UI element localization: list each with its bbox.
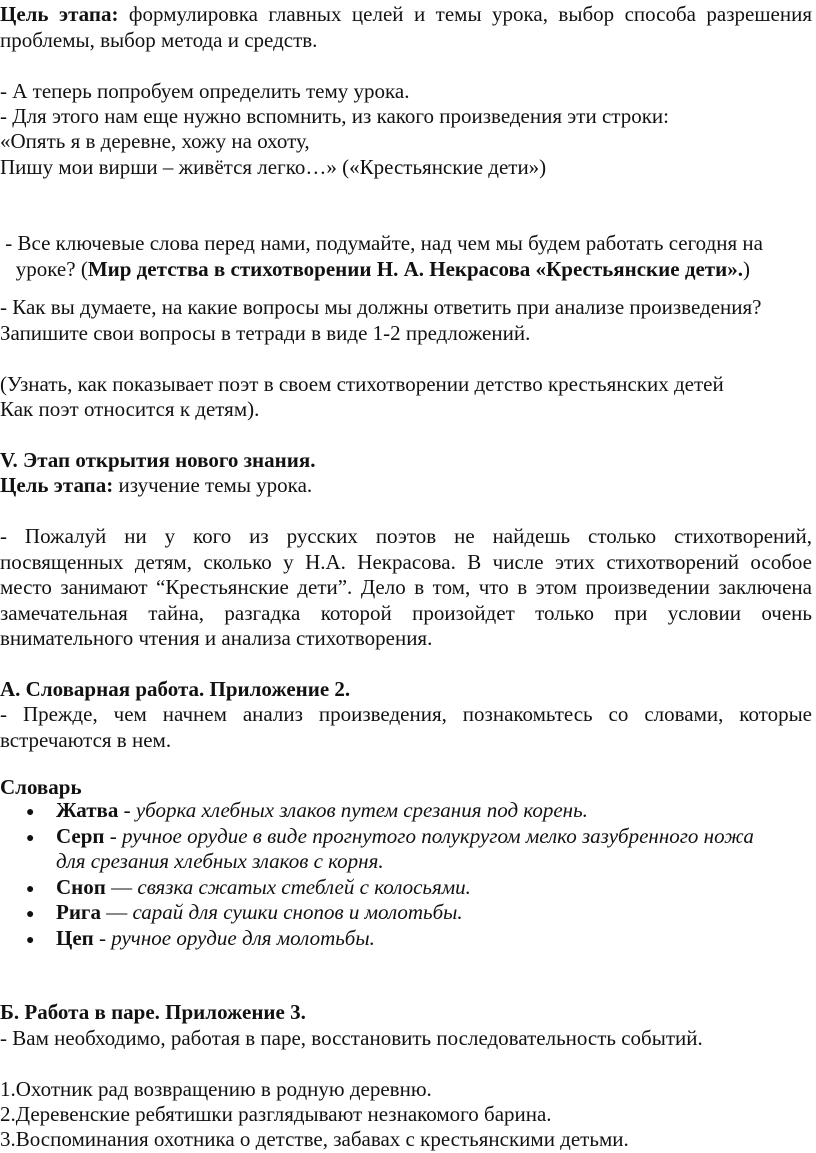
bullet-icon: ● (26, 882, 35, 897)
list-item: 2.Деревенские ребятишки разглядывают незнакомого барина. (0, 1102, 552, 1126)
pair-work-line-1: - Вам необходимо, работая в паре, восстановить последовательность событий. (0, 1026, 703, 1050)
list-item: 1.Охотник рад возвращению в родную деревню. (0, 1077, 432, 1101)
stage-goal-line-1 (0, 2, 812, 28)
lesson-topic: Мир детства в стихотворении Н. А. Некрасова «Крестьянские дети». (87, 257, 743, 281)
bullet-icon: ● (26, 933, 35, 948)
questions-line-1: - Как вы думаете, на какие вопросы мы должны ответить при анализе произведения? (0, 295, 762, 319)
list-item: 3.Воспоминания охотника о детстве, забавах с крестьянскими детьми. (0, 1127, 629, 1151)
nekrasov-line-2: посвященных детям, сколько у Н.А. Некрасова. В числе этих стихотворений особое (0, 550, 812, 574)
term: Жатва (56, 798, 119, 822)
stage-goal-line-2: проблемы, выбор метода и средств. (0, 28, 318, 52)
stage5-heading: V. Этап открытия нового знания. (0, 448, 316, 472)
definition-continued: для срезания хлебных злаков с корня. (56, 849, 384, 873)
keywords-end: ) (742, 257, 750, 281)
definition: ручное орудие для молотьбы. (111, 926, 375, 950)
term: Рига (56, 900, 101, 924)
answer-line-2: Как поэт относится к детям). (0, 397, 260, 421)
vocab-work-line-1: - Прежде, чем начнем анализ произведения, познакомьтесь со словами, которые (0, 702, 812, 726)
definition: сарай для сушки снопов и молотьбы. (132, 900, 463, 924)
bullet-icon: ● (26, 907, 35, 922)
nekrasov-line-1: - Пожалуй ни у кого из русских поэтов не найдешь столько стихотворений, (0, 524, 812, 548)
intro-line-1: - А теперь попробуем определить тему урока. (0, 79, 410, 103)
pair-work-heading: Б. Работа в паре. Приложение 3. (0, 1000, 306, 1024)
dictionary-heading: Словарь (0, 775, 82, 799)
document-page: Цель этапа: формулировка главных целей и темы урока, выбор способа разрешения проблемы, выбор метода и средств. - А теперь попробуем определить тему урока. - Для этого нам еще нужно вспомнить, из какого произведения эти строки: «Опять я в деревне, хожу на охоту, Пишу мои вирши – живётся легко…» («Крестьянские дети») - Все ключевые слова перед нами, подумайте, над чем мы будем работать сегодня на уроке? (Мир детства в стихотворении Н. А. Некрасова «Крестьянские дети».) - Как вы думаете, на какие вопросы мы должны ответить при анализе произведения? Запишите свои вопросы в тетради в виде 1-2 предложений. (Узнать, как показывает поэт в своем стихотворении детство крестьянских детей Как поэт относится к детям). V. Этап открытия нового знания. Цель этапа: изучение темы урока. - Пожалуй ни у кого из русских поэтов не найдешь столько стихотворений, посвященных детям, сколько у Н.А. Некрасова. В числе этих стихотворений особое место занимают “Крестьянские дети”. Дело в том, что в этом произведении заключена замечательная тайна, разгадка которой произойдет только при условии очень внимательного чтения и анализа стихотворения. А. Словарная работа. Приложение 2. - Прежде, чем начнем анализ произведения, познакомьтесь со словами, которые встречаются в нем. Словарь ● Жатва - уборка хлебных злаков путем срезания под корень. ● Серп - ручное орудие в виде прогнутого полукругом мелко зазубренного ножа для срезания хлебных злаков с корня. ● Сноп — связка сжатых стеблей с колосьями. ● Рига — сарай для сушки снопов и молотьбы. ● Цеп - ручное орудие для молотьбы. Б. Работа в паре. Приложение 3. - Вам необходимо, работая в паре, восстановить последовательность событий. 1.Охотник рад возвращению в родную деревню. 2.Деревенские ребятишки разглядывают незнакомого барина. 3.Воспоминания охотника о детстве, забавах с крестьянскими детьми. (0, 2, 812, 1151)
intro-poem-line-2: Пишу мои вирши – живётся легко…» («Крестьянские дети») (0, 155, 547, 179)
term: Цеп (56, 926, 94, 950)
stage5-goal-text: изучение темы урока. (113, 473, 313, 497)
nekrasov-line-4: замечательная тайна, разгадка которой произойдет только при условии очень (0, 601, 812, 625)
keywords-line-1: - Все ключевые слова перед нами, подумайте, над чем мы будем работать сегодня на (0, 231, 763, 255)
bullet-icon: ● (26, 805, 35, 820)
stage-goal-text: формулировка главных целей и темы урока, выбор способа разрешения (128, 2, 812, 26)
definition: уборка хлебных злаков путем срезания под корень. (135, 798, 588, 822)
keywords-plain: уроке? ( (0, 257, 88, 281)
stage-goal-label: Цель этапа: (0, 2, 119, 26)
nekrasov-line-3: место занимают “Крестьянские дети”. Дело в том, что в этом произведении заключена (0, 575, 812, 599)
answer-line-1: (Узнать, как показывает поэт в своем стихотворении детство крестьянских детей (0, 372, 724, 396)
term: Серп (56, 824, 105, 848)
vocab-work-heading: А. Словарная работа. Приложение 2. (0, 677, 351, 701)
vocab-work-line-2: встречаются в нем. (0, 728, 172, 752)
intro-poem-line-1: «Опять я в деревне, хожу на охоту, (0, 129, 310, 153)
definition: ручное орудие в виде прогнутого полукругом мелко зазубренного ножа (122, 824, 754, 848)
keywords-line-2 (0, 257, 750, 283)
definition: связка сжатых стеблей с колосьями. (137, 875, 471, 899)
questions-line-2: Запишите свои вопросы в тетради в виде 1-2 предложений. (0, 321, 531, 345)
term: Сноп (56, 875, 106, 899)
stage5-goal (0, 473, 312, 499)
stage5-goal-label: Цель этапа: (0, 473, 114, 497)
intro-line-2: - Для этого нам еще нужно вспомнить, из какого произведения эти строки: (0, 104, 669, 128)
bullet-icon: ● (26, 831, 35, 846)
nekrasov-line-5: внимательного чтения и анализа стихотворения. (0, 626, 433, 650)
